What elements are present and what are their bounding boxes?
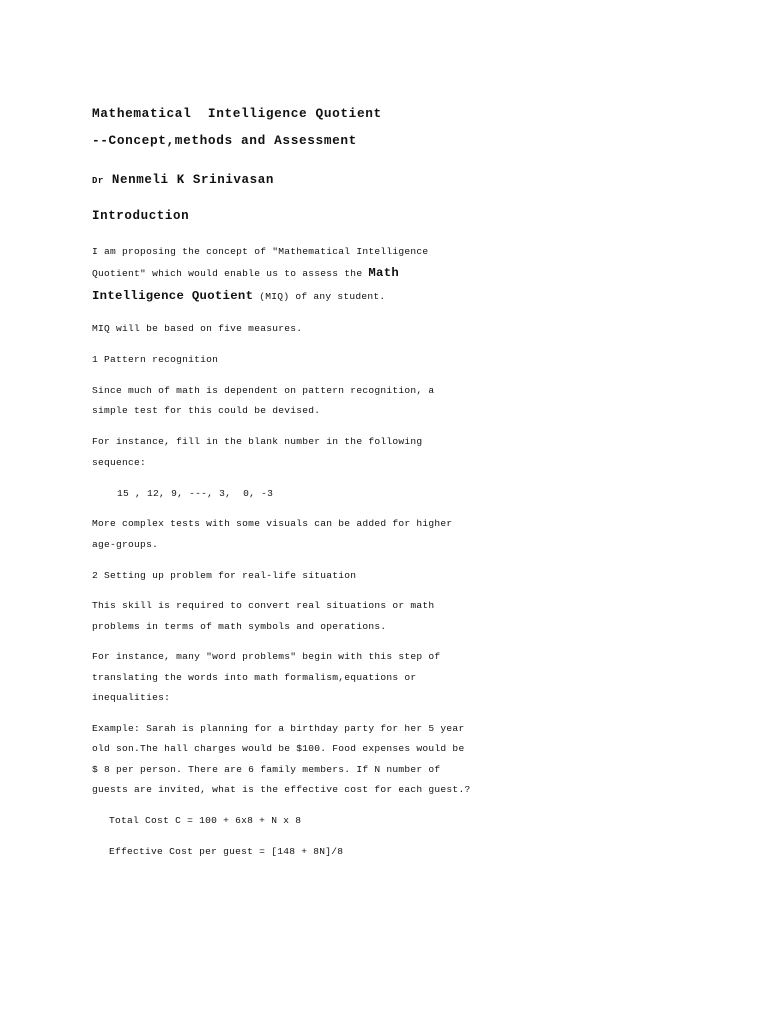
measure-2-para-1-line-2: problems in terms of math symbols and operations. bbox=[92, 621, 387, 632]
example-line-3: $ 8 per person. There are 6 family members. If N number of bbox=[92, 764, 441, 775]
measure-2-para-2-line-2: translating the words into math formalism,equations or bbox=[92, 672, 417, 683]
measure-2-para-1-line-1: This skill is required to convert real situations or math bbox=[92, 600, 435, 611]
intro-line-2-text: Quotient" which would enable us to assess the bbox=[92, 268, 369, 279]
intro-math-bold: Math bbox=[368, 266, 400, 280]
measure-2-para-2-line-1: For instance, many "word problems" begin with this step of bbox=[92, 651, 441, 662]
measure-1-heading: 1 Pattern recognition bbox=[92, 354, 219, 365]
measure-1-para-3-line-2: age-groups. bbox=[92, 539, 159, 550]
measure-1-para-1-line-2: simple test for this could be devised. bbox=[92, 405, 321, 416]
equation-effective-cost: Effective Cost per guest = [148 + 8N]/8 bbox=[109, 846, 344, 857]
intro-line-1: I am proposing the concept of "Mathematical Intelligence bbox=[92, 246, 429, 257]
example-line-4: guests are invited, what is the effective cost for each guest.? bbox=[92, 784, 471, 795]
equation-total-cost: Total Cost C = 100 + 6x8 + N x 8 bbox=[109, 815, 302, 826]
measure-2-para-2-line-3: inequalities: bbox=[92, 692, 171, 703]
measure-1-para-2-line-2: sequence: bbox=[92, 457, 147, 468]
section-heading-introduction: Introduction bbox=[92, 209, 190, 223]
example-line-2: old son.The hall charges would be $100. Food expenses would be bbox=[92, 743, 465, 754]
intro-intelligence-quotient-bold: Intelligence Quotient bbox=[92, 289, 254, 303]
measure-1-para-3-line-1: More complex tests with some visuals can be added for higher bbox=[92, 518, 453, 529]
title-line-2: --Concept,methods and Assessment bbox=[92, 133, 357, 148]
example-line-1: Example: Sarah is planning for a birthday party for her 5 year bbox=[92, 723, 465, 734]
author-line bbox=[92, 174, 274, 187]
sequence-example: 15 , 12, 9, ---, 3, 0, -3 bbox=[117, 488, 274, 499]
intro-line-3-text: (MIQ) of any student. bbox=[253, 291, 386, 302]
author-prefix: Dr bbox=[92, 176, 104, 186]
title-line-1: Mathematical Intelligence Quotient bbox=[92, 106, 382, 121]
measure-2-heading: 2 Setting up problem for real-life situation bbox=[92, 570, 357, 581]
measure-1-para-2-line-1: For instance, fill in the blank number in the following bbox=[92, 436, 423, 447]
author-name: Nenmeli K Srinivasan bbox=[103, 173, 274, 187]
intro-line-3 bbox=[92, 290, 385, 303]
measure-1-para-1-line-1: Since much of math is dependent on pattern recognition, a bbox=[92, 385, 435, 396]
miq-measures-text: MIQ will be based on five measures. bbox=[92, 323, 303, 334]
intro-line-2 bbox=[92, 267, 399, 280]
